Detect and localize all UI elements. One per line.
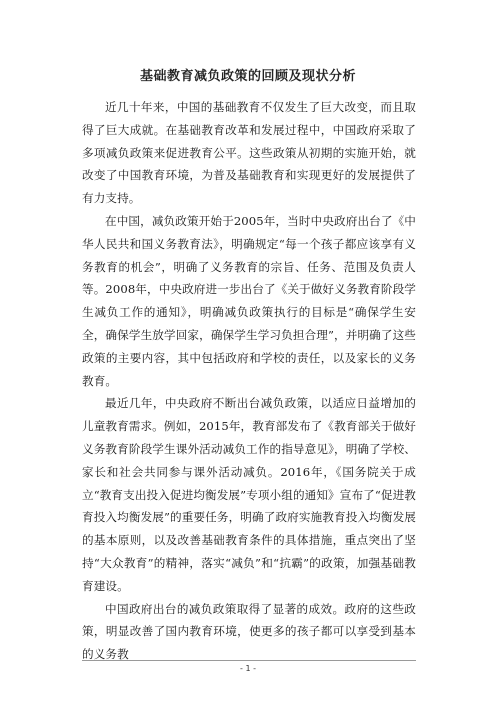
document-title: 基础教育减负政策的回顾及现状分析 <box>139 69 356 84</box>
page-number: - 1 - <box>240 664 256 673</box>
paragraph-3: 最近几年，中央政府不断出台减负政策，以适应日益增加的儿童教育需求。例如，2015年，教育部发布了《教育部关于做好义务教育阶段学生课外活动减负工作的指导意见》，明确了学校、家长和社会共同参与课外活动减负。2016年，《国务院关于成立“教育支出投入促进均衡发展”专项小组的通知》宣布了“促进教育投入均衡发展”的重要任务，明确了政府实施教育投入均衡发展的基本原则，以及改善基础教育条件的具体措施，重点突出了坚持“大众教育”的精神，落实“减负”和“抗霸”的政策，加强基础教育建设。 <box>82 396 416 593</box>
footer-divider <box>82 660 416 661</box>
paragraph-4: 中国政府出台的减负政策取得了显著的成效。政府的这些政策，明显改善了国内教育环境，使更多的孩子都可以享受到基本的义务教 <box>82 601 416 662</box>
paragraph-2: 在中国，减负政策开始于2005年，当时中央政府出台了《中华人民共和国义务教育法》，明确规定“每一个孩子都应该享有义务教育的机会”，明确了义务教育的宗旨、任务、范围及负责人等。2008年，中央政府进一步出台了《关于做好义务教育阶段学生减负工作的通知》，明确减负政策执行的目标是“确保学生安全，确保学生放学回家，确保学生学习负担合理”，并明确了这些政策的主要内容，其中包括政府和学校的责任，以及家长的义务教育。 <box>82 213 416 388</box>
document-body <box>82 96 416 666</box>
paragraph-1: 近几十年来，中国的基础教育不仅发生了巨大改变，而且取得了巨大成就。在基础教育改革和发展过程中，中国政府采取了多项减负政策来促进教育公平。这些政策从初期的实施开始，就改变了中国教育环境，为普及基础教育和实现更好的发展提供了有力支持。 <box>82 100 416 206</box>
